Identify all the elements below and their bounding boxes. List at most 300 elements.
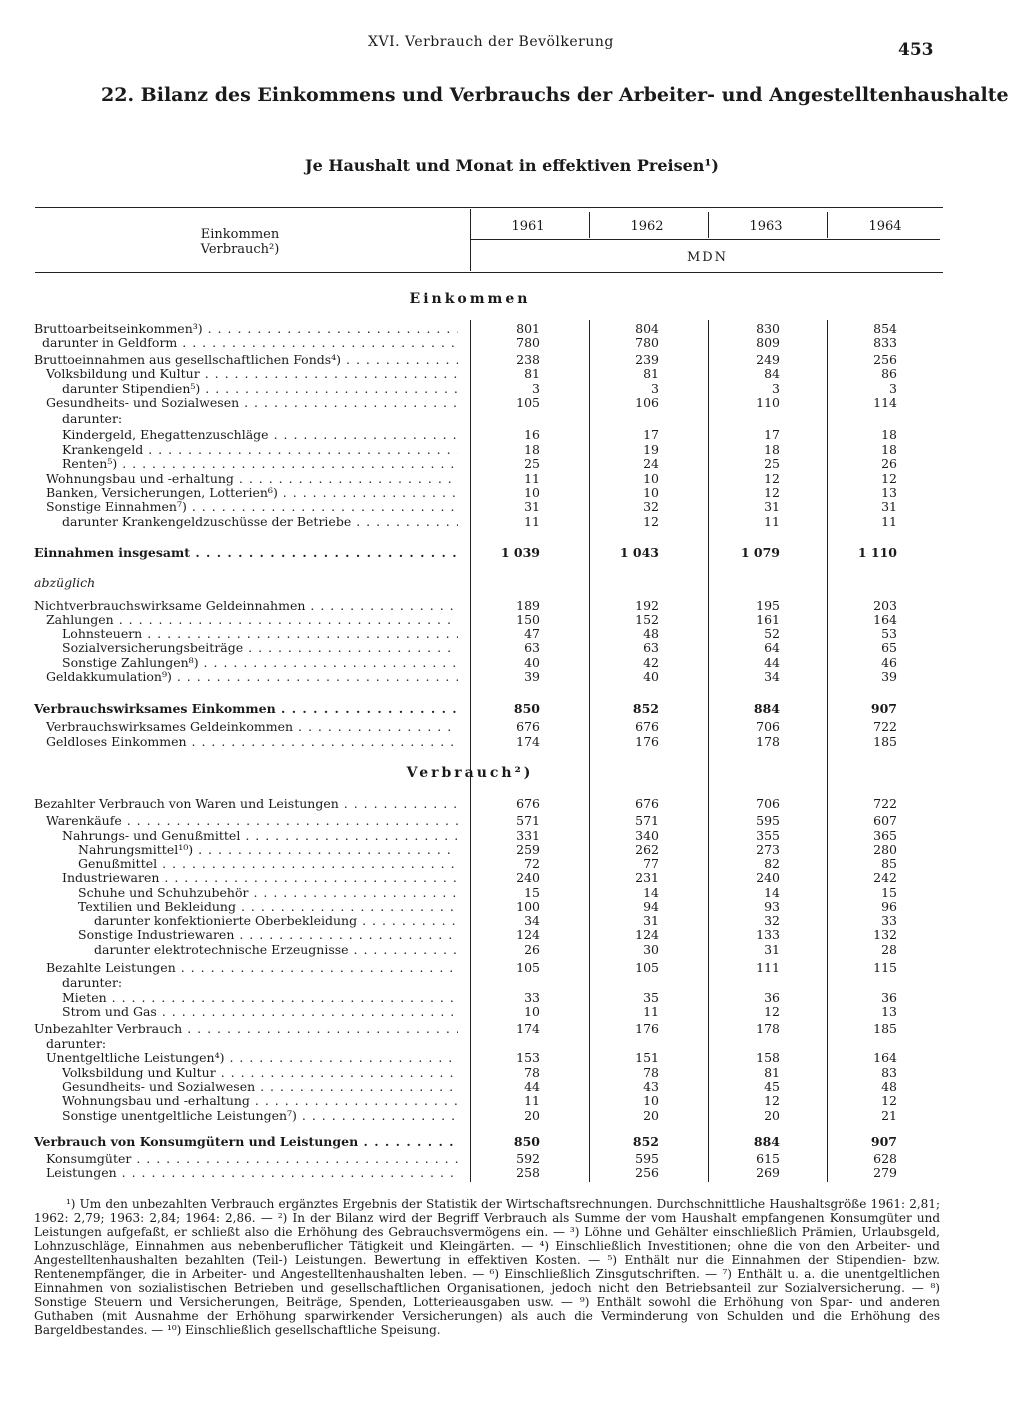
row-label: Einnahmen insgesamt . . . [34, 546, 458, 560]
cell-1961: 34 [524, 913, 540, 928]
cell-1963: 82 [764, 856, 780, 871]
cell-1963: 11 [764, 514, 780, 529]
cell-1963: 111 [756, 960, 780, 975]
cell-1961: 100 [516, 899, 540, 914]
cell-1963: 595 [756, 813, 780, 828]
cell-1961: 78 [524, 1065, 540, 1080]
cell-1962: 106 [635, 395, 659, 410]
cell-1961: 105 [516, 395, 540, 410]
cell-1963: 64 [764, 640, 780, 655]
cell-1963: 17 [764, 427, 780, 442]
cell-1962: 571 [635, 813, 659, 828]
row-label: darunter Stipendien⁵) . . . [62, 382, 458, 396]
table-row [0, 599, 1024, 613]
cell-1961: 850 [513, 1134, 540, 1149]
cell-1963: 84 [764, 366, 780, 381]
row-label: Sonstige Einnahmen⁷) . . . [46, 500, 458, 514]
cell-1963: 706 [756, 719, 780, 734]
table-row [0, 396, 1024, 410]
cell-1963: 14 [764, 885, 780, 900]
cell-1961: 780 [516, 335, 540, 350]
table-row [0, 928, 1024, 942]
row-label: Leistungen . . . [46, 1166, 458, 1180]
cell-1963: 25 [764, 456, 780, 471]
cell-1962: 192 [635, 598, 659, 613]
cell-1963: 615 [756, 1151, 780, 1166]
cell-1963: 178 [756, 1021, 780, 1036]
table-row [0, 702, 1024, 716]
row-label: Kindergeld, Ehegattenzuschläge . . . [62, 428, 458, 442]
cell-1964: 13 [881, 1004, 897, 1019]
cell-1961: 174 [516, 734, 540, 749]
cell-1961: 16 [524, 427, 540, 442]
cell-1964: 722 [873, 719, 897, 734]
row-label: Unbezahlter Verbrauch . . . [34, 1022, 458, 1036]
cell-1962: 17 [643, 427, 659, 442]
row-label: Krankengeld . . . [62, 443, 458, 457]
table-title: 22. Bilanz des Einkommens und Verbrauchs der Arbeiter- und Angestelltenhaushalte [101, 84, 1009, 106]
cell-1963: 1 079 [740, 545, 780, 560]
year-divider-3 [827, 212, 828, 238]
cell-1961: 39 [524, 669, 540, 684]
cell-1962: 262 [635, 842, 659, 857]
cell-1964: 256 [873, 352, 897, 367]
section-heading-consumption: Verbrauch²) [406, 765, 534, 781]
cell-1964: 907 [870, 701, 897, 716]
cell-1962: 256 [635, 1165, 659, 1180]
cell-1962: 176 [635, 1021, 659, 1036]
cell-1962: 852 [632, 701, 659, 716]
cell-1964: 114 [873, 395, 897, 410]
row-label: Bruttoeinnahmen aus gesellschaftlichen Fonds⁴) . . . [34, 353, 458, 367]
cell-1964: 11 [881, 514, 897, 529]
cell-1964: 185 [873, 1021, 897, 1036]
row-label: Gesundheits- und Sozialwesen . . . [62, 1080, 458, 1094]
cell-1961: 850 [513, 701, 540, 716]
unit-header: MDN [686, 250, 729, 265]
row-label: Genußmittel . . . [78, 857, 458, 871]
table-row [0, 322, 1024, 336]
row-label: Nahrungsmittel¹⁰) . . . [78, 843, 458, 857]
row-label: Textilien und Bekleidung . . . [78, 900, 458, 914]
cell-1961: 240 [516, 870, 540, 885]
table-row [0, 829, 1024, 843]
row-label: Nichtverbrauchswirksame Geldeinnahmen . . . [34, 599, 458, 613]
cell-1963: 31 [764, 942, 780, 957]
cell-1963: 12 [764, 1093, 780, 1108]
cell-1963: 706 [756, 796, 780, 811]
cell-1961: 18 [524, 442, 540, 457]
table-row [0, 500, 1024, 514]
table-row [0, 627, 1024, 641]
table-row [0, 613, 1024, 627]
cell-1962: 78 [643, 1065, 659, 1080]
cell-1964: 12 [881, 471, 897, 486]
cell-1961: 31 [524, 499, 540, 514]
cell-1962: 77 [643, 856, 659, 871]
row-label: Mieten . . . [62, 991, 458, 1005]
table-row [0, 843, 1024, 857]
cell-1961: 1 039 [500, 545, 540, 560]
cell-1964: 164 [873, 612, 897, 627]
row-label: Verbrauchswirksames Einkommen . . . [34, 702, 458, 716]
cell-1962: 63 [643, 640, 659, 655]
cell-1962: 11 [643, 1004, 659, 1019]
cell-1962: 105 [635, 960, 659, 975]
cell-1964: 36 [881, 990, 897, 1005]
cell-1963: 158 [756, 1050, 780, 1065]
row-label: Volksbildung und Kultur . . . [46, 367, 458, 381]
stub-header-income: Einkommen [200, 227, 280, 242]
cell-1964: 722 [873, 796, 897, 811]
cell-1962: 30 [643, 942, 659, 957]
row-label: darunter konfektionierte Oberbekleidung . . . [94, 914, 458, 928]
cell-1964: 115 [873, 960, 897, 975]
cell-1964: 18 [881, 427, 897, 442]
cell-1961: 174 [516, 1021, 540, 1036]
cell-1962: 42 [643, 655, 659, 670]
cell-1964: 15 [881, 885, 897, 900]
table-row [0, 382, 1024, 396]
cell-1961: 11 [524, 1093, 540, 1108]
table-row [0, 857, 1024, 871]
table-row [0, 1135, 1024, 1149]
cell-1964: 13 [881, 485, 897, 500]
cell-1964: 86 [881, 366, 897, 381]
cell-1964: 85 [881, 856, 897, 871]
cell-1961: 258 [516, 1165, 540, 1180]
cell-1963: 31 [764, 499, 780, 514]
cell-1961: 592 [516, 1151, 540, 1166]
cell-1964: 1 110 [857, 545, 897, 560]
year-header-1964: 1964 [868, 219, 902, 234]
cell-1962: 176 [635, 734, 659, 749]
table-row [0, 656, 1024, 670]
cell-1961: 63 [524, 640, 540, 655]
year-divider-1 [589, 212, 590, 238]
row-label: Nahrungs- und Genußmittel . . . [62, 829, 458, 843]
table-row [0, 1109, 1024, 1123]
table-row [0, 1037, 1024, 1051]
cell-1963: 44 [764, 655, 780, 670]
table-subtitle: Je Haushalt und Monat in effektiven Preisen¹) [305, 156, 719, 175]
cell-1961: 259 [516, 842, 540, 857]
row-label: Sozialversicherungsbeiträge . . . [62, 641, 458, 655]
row-label: Bruttoarbeitseinkommen³) . . . [34, 322, 458, 336]
row-label: Geldloses Einkommen . . . [46, 735, 458, 749]
cell-1964: 628 [873, 1151, 897, 1166]
cell-1961: 11 [524, 514, 540, 529]
cell-1964: 83 [881, 1065, 897, 1080]
cell-1963: 81 [764, 1065, 780, 1080]
year-divider-2 [708, 212, 709, 238]
cell-1962: 12 [643, 514, 659, 529]
cell-1962: 340 [635, 828, 659, 843]
row-label: Lohnsteuern . . . [62, 627, 458, 641]
cell-1963: 273 [756, 842, 780, 857]
table-row [0, 1051, 1024, 1065]
cell-1963: 93 [764, 899, 780, 914]
cell-1963: 20 [764, 1108, 780, 1123]
table-row [0, 914, 1024, 928]
cell-1963: 240 [756, 870, 780, 885]
cell-1964: 46 [881, 655, 897, 670]
cell-1962: 239 [635, 352, 659, 367]
cell-1962: 10 [643, 471, 659, 486]
cell-1964: 164 [873, 1050, 897, 1065]
row-label: abzüglich [34, 576, 96, 590]
year-header-1963: 1963 [749, 219, 783, 234]
cell-1961: 150 [516, 612, 540, 627]
table-row [0, 900, 1024, 914]
stub-column-divider [470, 209, 471, 271]
row-label: Verbrauchswirksames Geldeinkommen . . . [46, 720, 458, 734]
cell-1962: 48 [643, 626, 659, 641]
row-label: Wohnungsbau und -erhaltung . . . [46, 472, 458, 486]
table-row [0, 472, 1024, 486]
cell-1962: 124 [635, 927, 659, 942]
row-label: Sonstige Industriewaren . . . [78, 928, 458, 942]
cell-1964: 48 [881, 1079, 897, 1094]
table-row [0, 486, 1024, 500]
cell-1962: 595 [635, 1151, 659, 1166]
table-row [0, 1005, 1024, 1019]
row-label: darunter Krankengeldzuschüsse der Betriebe . . . [62, 515, 458, 529]
row-label: Sonstige Zahlungen⁸) . . . [62, 656, 458, 670]
row-label: darunter elektrotechnische Erzeugnisse . . . [94, 943, 458, 957]
cell-1964: 854 [873, 321, 897, 336]
table-row [0, 735, 1024, 749]
header-bottom-rule [35, 272, 943, 273]
cell-1962: 852 [632, 1134, 659, 1149]
cell-1964: 21 [881, 1108, 897, 1123]
cell-1961: 10 [524, 1004, 540, 1019]
table-row [0, 976, 1024, 990]
row-label: Schuhe und Schuhzubehör . . . [78, 886, 458, 900]
cell-1961: 676 [516, 719, 540, 734]
cell-1961: 189 [516, 598, 540, 613]
cell-1962: 152 [635, 612, 659, 627]
cell-1963: 110 [756, 395, 780, 410]
cell-1962: 676 [635, 796, 659, 811]
table-row [0, 367, 1024, 381]
cell-1962: 40 [643, 669, 659, 684]
table-row [0, 576, 1024, 590]
cell-1961: 11 [524, 471, 540, 486]
cell-1964: 39 [881, 669, 897, 684]
stub-header-consumption: Verbrauch²) [200, 242, 280, 257]
cell-1961: 676 [516, 796, 540, 811]
table-row [0, 428, 1024, 442]
cell-1961: 20 [524, 1108, 540, 1123]
cell-1961: 47 [524, 626, 540, 641]
cell-1964: 53 [881, 626, 897, 641]
cell-1962: 94 [643, 899, 659, 914]
cell-1964: 33 [881, 913, 897, 928]
table-row [0, 1022, 1024, 1036]
cell-1963: 269 [756, 1165, 780, 1180]
row-label: Volksbildung und Kultur . . . [62, 1066, 458, 1080]
cell-1963: 32 [764, 913, 780, 928]
row-label: Renten⁵) . . . [62, 457, 458, 471]
cell-1962: 35 [643, 990, 659, 1005]
cell-1964: 12 [881, 1093, 897, 1108]
table-row [0, 1152, 1024, 1166]
cell-1963: 12 [764, 485, 780, 500]
cell-1963: 161 [756, 612, 780, 627]
table-row [0, 814, 1024, 828]
row-label: Wohnungsbau und -erhaltung . . . [62, 1094, 458, 1108]
cell-1962: 32 [643, 499, 659, 514]
table-row [0, 412, 1024, 426]
table-row [0, 546, 1024, 560]
cell-1961: 33 [524, 990, 540, 1005]
cell-1963: 249 [756, 352, 780, 367]
row-label: Banken, Versicherungen, Lotterien⁶) . . . [46, 486, 458, 500]
cell-1962: 19 [643, 442, 659, 457]
footnotes: ¹) Um den unbezahlten Verbrauch ergänztes Ergebnis der Statistik der Wirtschaftsrechnungen. Durchschnittliche Haushaltsgröße 1961: 2,81; 1962: 2,79; 1963: 2,84; 1964: 2,86. — ²) In der Bilanz wird der Begriff Verbrauch als Summe der vom Haushalt empfangenen Konsumgüter und Leistungen aufgefaßt, er schließt also die Erhöhung des Gebrauchsvermögens ein. — ³) Löhne und Gehälter einschließlich Prämien, Urlaubsgeld, Lohnzuschläge, Einnahmen aus nebenberuflicher Tätigkeit und Kleingärten. — ⁴) Einschließlich Investitionen; ohne die von den Arbeiter- und Angestelltenhaushalten bezahlten (Teil-) Leistungen. Bewertung in effektiven Kosten. — ⁵) Enthält nur die Einnahmen der Stipendien- bzw. Rentenempfänger, die in Arbeiter- und Angestelltenhaushalten leben. — ⁶) Einschließlich Zinsgutschriften. — ⁷) Enthält u. a. die unentgeltlichen Einnahmen von sozialistischen Betrieben und gesellschaftlichen Organisationen, jedoch nicht den Betriebsanteil zur Sozialversicherung. — ⁸) Sonstige Steuern und Versicherungen, Beiträge, Spenden, Lotterieausgaben usw. — ⁹) Enthält sowohl die Erhöhung von Spar- und anderen Guthaben (mit Ausnahme der Erhöhung sparwirkender Versicherungen) als auch die Verminderung von Schulden und die Erhöhung des Bargeldbestandes. — ¹⁰) Einschließlich gesellschaftliche Speisung. [34, 1197, 940, 1337]
cell-1962: 24 [643, 456, 659, 471]
cell-1962: 81 [643, 366, 659, 381]
table-row [0, 515, 1024, 529]
table-row [0, 457, 1024, 471]
cell-1963: 809 [756, 335, 780, 350]
table-row [0, 1066, 1024, 1080]
cell-1963: 830 [756, 321, 780, 336]
cell-1961: 72 [524, 856, 540, 871]
cell-1962: 31 [643, 913, 659, 928]
cell-1964: 203 [873, 598, 897, 613]
cell-1961: 25 [524, 456, 540, 471]
row-label: darunter: [62, 976, 123, 990]
cell-1962: 780 [635, 335, 659, 350]
cell-1964: 279 [873, 1165, 897, 1180]
row-label: darunter: [46, 1037, 107, 1051]
year-header-1962: 1962 [630, 219, 664, 234]
row-label: Warenkäufe . . . [46, 814, 458, 828]
header-top-rule [35, 207, 943, 208]
table-row [0, 961, 1024, 975]
cell-1964: 28 [881, 942, 897, 957]
cell-1963: 12 [764, 471, 780, 486]
table-row [0, 871, 1024, 885]
year-header-1961: 1961 [511, 219, 545, 234]
cell-1964: 96 [881, 899, 897, 914]
cell-1961: 801 [516, 321, 540, 336]
page-header [0, 34, 1024, 58]
cell-1963: 45 [764, 1079, 780, 1094]
table-row [0, 670, 1024, 684]
cell-1961: 331 [516, 828, 540, 843]
cell-1963: 355 [756, 828, 780, 843]
cell-1963: 12 [764, 1004, 780, 1019]
table-row [0, 443, 1024, 457]
cell-1961: 15 [524, 885, 540, 900]
row-label: darunter: [62, 412, 123, 426]
cell-1962: 676 [635, 719, 659, 734]
cell-1961: 81 [524, 366, 540, 381]
row-label: Gesundheits- und Sozialwesen . . . [46, 396, 458, 410]
row-label: Unentgeltliche Leistungen⁴) . . . [46, 1051, 458, 1065]
table-row [0, 886, 1024, 900]
cell-1964: 31 [881, 499, 897, 514]
cell-1963: 178 [756, 734, 780, 749]
cell-1962: 3 [651, 381, 659, 396]
cell-1962: 43 [643, 1079, 659, 1094]
cell-1961: 238 [516, 352, 540, 367]
cell-1963: 36 [764, 990, 780, 1005]
row-label: Geldakkumulation⁹) . . . [46, 670, 458, 684]
cell-1961: 3 [532, 381, 540, 396]
row-label: Industriewaren . . . [62, 871, 458, 885]
table-row [0, 720, 1024, 734]
unit-rule [470, 239, 940, 240]
section-heading-income: Einkommen [409, 291, 531, 307]
cell-1964: 907 [870, 1134, 897, 1149]
row-label: Strom und Gas . . . [62, 1005, 458, 1019]
row-label: Konsumgüter . . . [46, 1152, 458, 1166]
cell-1964: 280 [873, 842, 897, 857]
table-row [0, 943, 1024, 957]
cell-1962: 20 [643, 1108, 659, 1123]
cell-1963: 884 [753, 701, 780, 716]
cell-1964: 26 [881, 456, 897, 471]
cell-1961: 26 [524, 942, 540, 957]
cell-1963: 133 [756, 927, 780, 942]
cell-1963: 884 [753, 1134, 780, 1149]
row-label: Zahlungen . . . [46, 613, 458, 627]
table-row [0, 1080, 1024, 1094]
table-row [0, 797, 1024, 811]
cell-1962: 151 [635, 1050, 659, 1065]
cell-1963: 195 [756, 598, 780, 613]
cell-1961: 44 [524, 1079, 540, 1094]
cell-1964: 65 [881, 640, 897, 655]
cell-1961: 153 [516, 1050, 540, 1065]
cell-1962: 1 043 [619, 545, 659, 560]
row-label: Bezahlte Leistungen . . . [46, 961, 458, 975]
cell-1961: 571 [516, 813, 540, 828]
page-number: 453 [898, 40, 934, 60]
cell-1964: 132 [873, 927, 897, 942]
cell-1961: 10 [524, 485, 540, 500]
cell-1964: 607 [873, 813, 897, 828]
cell-1961: 105 [516, 960, 540, 975]
row-label: darunter in Geldform . . . [42, 336, 458, 350]
row-label: Sonstige unentgeltliche Leistungen⁷) . . . [62, 1109, 458, 1123]
table-row [0, 991, 1024, 1005]
table-row [0, 1166, 1024, 1180]
row-label: Bezahlter Verbrauch von Waren und Leistungen . . . [34, 797, 458, 811]
cell-1962: 10 [643, 485, 659, 500]
cell-1962: 10 [643, 1093, 659, 1108]
cell-1961: 124 [516, 927, 540, 942]
cell-1962: 231 [635, 870, 659, 885]
table-row [0, 641, 1024, 655]
cell-1961: 40 [524, 655, 540, 670]
cell-1962: 804 [635, 321, 659, 336]
cell-1963: 3 [772, 381, 780, 396]
cell-1964: 18 [881, 442, 897, 457]
table-row [0, 353, 1024, 367]
cell-1963: 52 [764, 626, 780, 641]
cell-1964: 242 [873, 870, 897, 885]
table-row [0, 1094, 1024, 1108]
cell-1963: 34 [764, 669, 780, 684]
cell-1962: 14 [643, 885, 659, 900]
row-label: Verbrauch von Konsumgütern und Leistungen . . . [34, 1135, 458, 1149]
cell-1963: 18 [764, 442, 780, 457]
